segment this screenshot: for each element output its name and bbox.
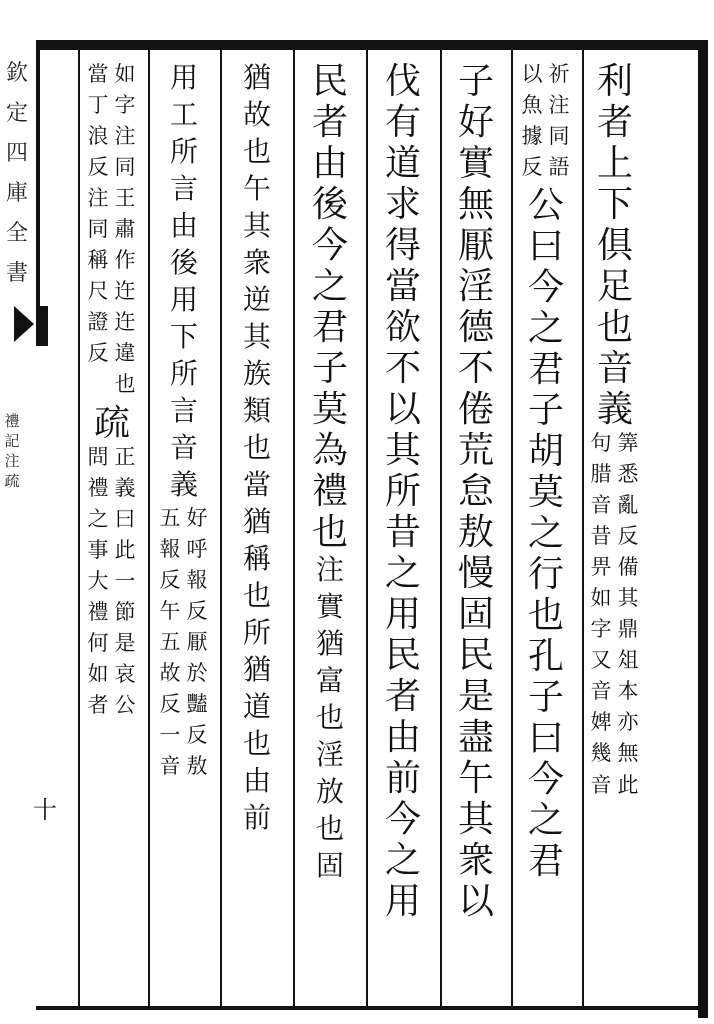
commentary-text-column: 猶 故 也 午 其 衆 逆 其 族 類 也 當 猶 稱 也 所 猶 道 也 由 前 <box>242 61 271 834</box>
main-text-column: 疏 <box>93 402 130 444</box>
annotation-left-column: 五 報 反 午 五 故 反 一 音 <box>159 506 181 779</box>
main-text-column: 利 者 上 下 俱 足 也 音 義 <box>596 61 633 430</box>
main-text-column: 公 曰 今 之 君 子 胡 莫 之 行 也 孔 子 曰 今 之 君 <box>527 185 564 883</box>
frame-bottom-border <box>36 1006 708 1010</box>
main-text-column: 伐 有 道 求 得 當 欲 不 以 其 所 昔 之 用 民 者 由 前 今 之 用 <box>384 61 421 922</box>
column-rule <box>220 50 222 1006</box>
annotation-left-column: 當 丁 浪 反 注 同 稱 尺 證 反 <box>87 62 109 366</box>
annotation-right-column: 祈 注 同 語 <box>548 62 570 180</box>
leaf-number: 十 <box>33 796 57 824</box>
column-rule <box>511 50 513 1006</box>
frame-left-border <box>36 40 40 340</box>
margin-chapter-title: 禮 記 注 疏 <box>4 412 20 490</box>
frame-right-border <box>698 40 708 1018</box>
annotation-right-column: 筭 悉 亂 反 備 其 鼎 俎 本 亦 無 此 <box>617 431 639 797</box>
commentary-text-column: 用 工 所 言 由 後 用 下 所 言 音 義 <box>169 61 198 501</box>
column-rule <box>293 50 295 1006</box>
main-text-column: 子 好 實 無 厭 淫 德 不 倦 荒 怠 敖 慢 固 民 是 盡 午 其 衆 以 <box>457 61 494 922</box>
column-rule <box>582 50 584 1006</box>
column-rule <box>78 50 80 1006</box>
column-rule <box>440 50 442 1006</box>
margin-book-title: 欽 定 四 庫 全 書 <box>5 61 28 286</box>
frame-top-border <box>36 40 708 50</box>
commentary-text-column: 注 實 猶 富 也 淫 放 也 固 <box>315 553 344 882</box>
main-text-column: 民 者 由 後 今 之 君 子 莫 為 禮 也 <box>311 61 348 553</box>
annotation-left-column: 句 腊 音 昔 畀 如 字 又 音 婢 幾 音 <box>590 431 612 797</box>
fish-tail-block <box>36 306 48 346</box>
fish-tail-ornament <box>14 306 34 342</box>
annotation-left-column: 問 禮 之 事 大 禮 何 如 者 <box>87 444 109 717</box>
annotation-right-column: 正 義 曰 此 一 節 是 哀 公 <box>114 444 136 717</box>
annotation-right-column: 如 字 注 同 王 肅 作 迕 迕 違 也 <box>114 62 136 397</box>
column-rule <box>366 50 368 1006</box>
column-rule <box>148 50 150 1006</box>
annotation-left-column: 以 魚 據 反 <box>521 62 543 180</box>
annotation-right-column: 好 呼 報 反 厭 於 豔 反 敖 <box>186 506 208 779</box>
